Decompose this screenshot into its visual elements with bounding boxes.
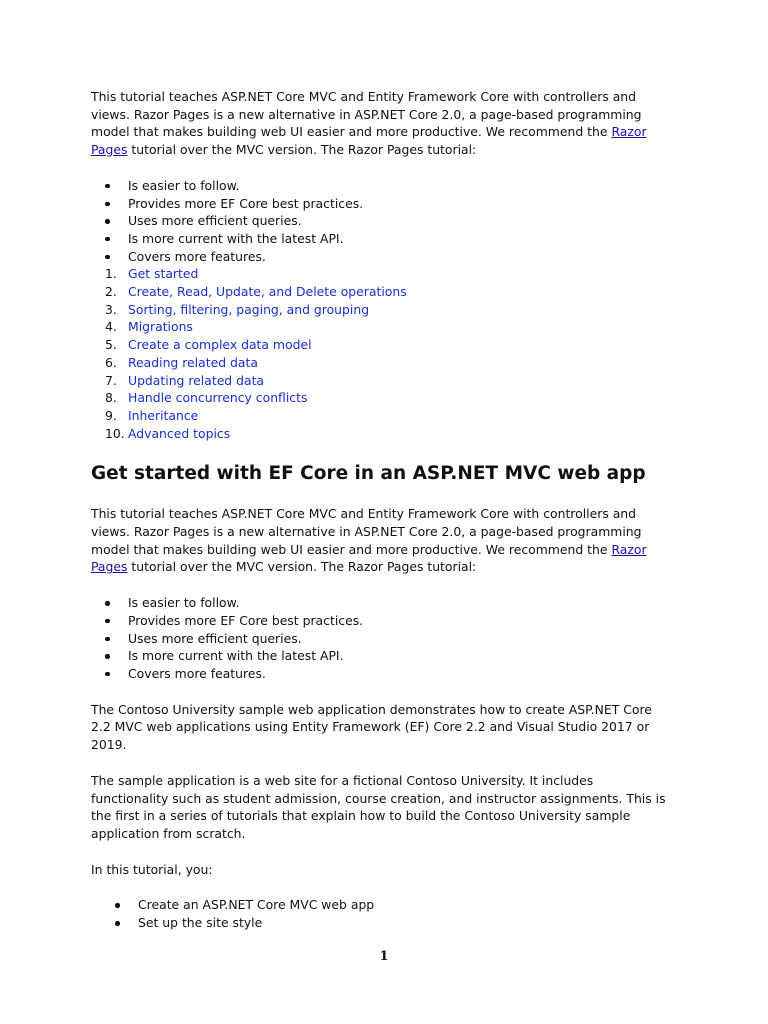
razor-pages-link[interactable]: Razor Pages (91, 124, 647, 158)
list-item: Covers more features. (91, 665, 671, 683)
toc-item[interactable] (91, 301, 671, 319)
table-of-contents (91, 265, 671, 442)
tutorial-steps-list (91, 896, 671, 931)
intro-text: This tutorial teaches ASP.NET Core MVC and Entity Framework Core with controllers and views. Razor Pages is a new alternative in ASP.NET Core 2.0, a page-based programming model that makes building web UI easier and more productive. We recommend the (91, 89, 642, 140)
in-this-tutorial-paragraph: In this tutorial, you: (91, 861, 213, 877)
toc-number: 7. (105, 372, 117, 388)
toc-number: 5. (105, 337, 117, 353)
toc-link[interactable]: Updating related data (128, 372, 265, 388)
razor-pages-link[interactable]: Razor Pages (91, 541, 647, 575)
toc-number: 3. (105, 301, 117, 317)
intro-paragraph (91, 88, 671, 159)
toc-number: 8. (105, 390, 117, 406)
contoso-paragraph: The Contoso University sample web application demonstrates how to create ASP.NET Core 2.2 MVC web applications using Entity Framework (EF) Core 2.2 and Visual Studio 2017 or 2019. (91, 701, 652, 753)
toc-number: 4. (105, 319, 117, 335)
section-intro-text-end: tutorial over the MVC version. The Razor Pages tutorial: (127, 559, 477, 575)
list-item: Provides more EF Core best practices. (91, 612, 671, 630)
list-item: Create an ASP.NET Core MVC web app (91, 896, 671, 914)
toc-item[interactable] (91, 407, 671, 425)
list-item: Uses more efficient queries. (91, 212, 671, 230)
toc-link[interactable]: Sorting, filtering, paging, and grouping (128, 301, 370, 317)
toc-number: 9. (105, 407, 117, 423)
toc-link[interactable]: Handle concurrency conflicts (128, 390, 308, 406)
toc-link[interactable]: Advanced topics (128, 425, 231, 441)
toc-number: 10. (105, 425, 125, 441)
benefits-list (91, 177, 671, 266)
toc-item[interactable] (91, 283, 671, 301)
page-number: 1 (379, 949, 389, 964)
list-item: Set up the site style (91, 914, 671, 932)
toc-link[interactable]: Create, Read, Update, and Delete operations (128, 284, 407, 300)
intro-text-end: tutorial over the MVC version. The Razor Pages tutorial: (127, 142, 477, 158)
toc-item[interactable] (91, 389, 671, 407)
toc-number: 2. (105, 284, 117, 300)
toc-item[interactable] (91, 354, 671, 372)
section-benefits-list (91, 594, 671, 683)
toc-link[interactable]: Create a complex data model (128, 337, 312, 353)
list-item: Is easier to follow. (91, 177, 671, 195)
list-item: Is more current with the latest API. (91, 230, 671, 248)
toc-link[interactable]: Migrations (128, 319, 193, 335)
list-item: Is easier to follow. (91, 594, 671, 612)
toc-number: 1. (105, 266, 117, 282)
toc-item[interactable] (91, 336, 671, 354)
section-intro-text: This tutorial teaches ASP.NET Core MVC and Entity Framework Core with controllers and views. Razor Pages is a new alternative in ASP.NET Core 2.0, a page-based programming model that makes building web UI easier and more productive. We recommend the (91, 506, 642, 557)
list-item: Is more current with the latest API. (91, 647, 671, 665)
list-item: Provides more EF Core best practices. (91, 195, 671, 213)
toc-number: 6. (105, 354, 117, 370)
toc-link[interactable]: Inheritance (128, 407, 199, 423)
toc-link[interactable]: Get started (128, 266, 199, 282)
toc-item[interactable] (91, 318, 671, 336)
list-item: Uses more efficient queries. (91, 630, 671, 648)
list-item: Covers more features. (91, 248, 671, 266)
document-page (91, 88, 671, 932)
toc-link[interactable]: Reading related data (128, 354, 258, 370)
toc-item[interactable] (91, 265, 671, 283)
toc-item[interactable] (91, 372, 671, 390)
sample-app-paragraph: The sample application is a web site for a fictional Contoso University. It includes functionality such as student admission, course creation, and instructor assignments. This is the first in a series of tutorials that explain how to build the Contoso University sample application from scratch. (91, 772, 666, 841)
toc-item[interactable] (91, 425, 671, 443)
section-intro-paragraph (91, 505, 671, 576)
section-heading: Get started with EF Core in an ASP.NET MVC web app (91, 463, 646, 485)
